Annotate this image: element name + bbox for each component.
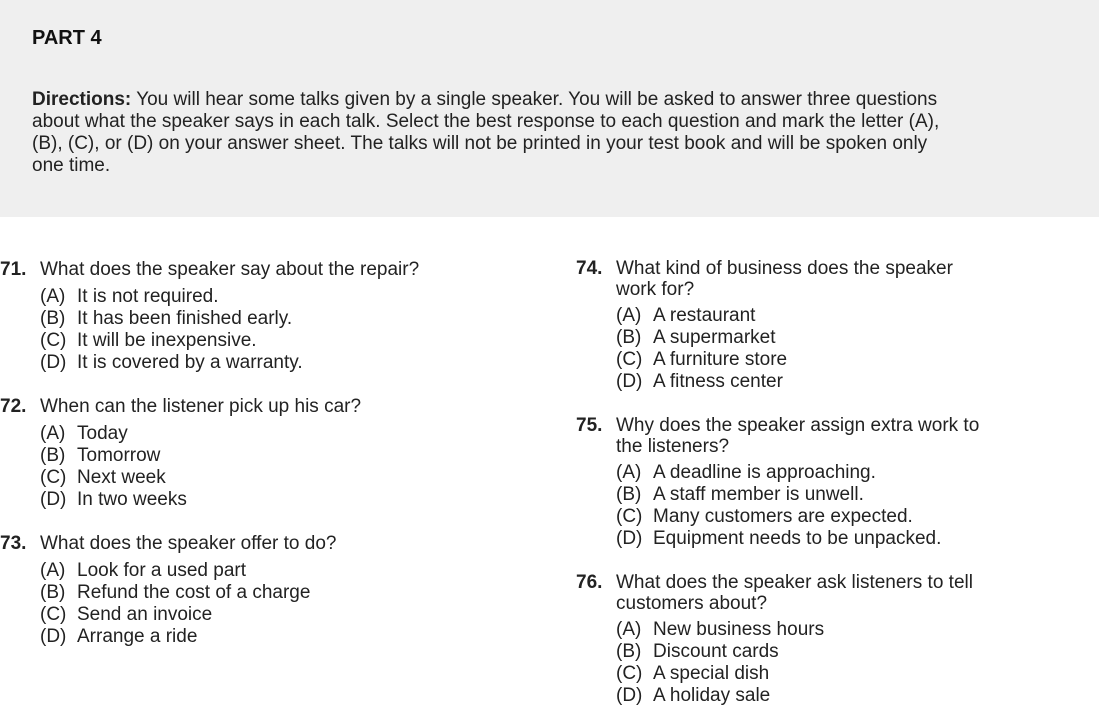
option-letter: (B) — [40, 308, 66, 329]
answer-option — [40, 330, 303, 352]
option-text: Tomorrow — [77, 445, 161, 466]
directions-paragraph — [32, 89, 962, 177]
option-letter: (B) — [40, 582, 66, 603]
option-letter: (C) — [616, 663, 643, 684]
option-letter: (A) — [40, 423, 66, 444]
option-letter: (D) — [616, 528, 643, 549]
directions-label: Directions: — [32, 89, 132, 110]
option-letter: (C) — [40, 467, 67, 488]
question-stem — [616, 572, 973, 614]
answer-options — [40, 423, 187, 511]
option-letter: (C) — [40, 330, 67, 351]
option-text: A furniture store — [653, 349, 788, 370]
option-letter: (B) — [616, 327, 642, 348]
answer-option — [40, 467, 187, 489]
option-text: Arrange a ride — [77, 626, 198, 647]
answer-option — [40, 286, 303, 308]
question-number: 75. — [576, 415, 603, 436]
answer-option — [40, 604, 310, 626]
question-stem-line: When can the listener pick up his car? — [40, 396, 362, 417]
answer-option — [40, 423, 187, 445]
question-number: 71. — [0, 259, 27, 280]
answer-option — [40, 308, 303, 330]
option-letter: (A) — [616, 462, 642, 483]
answer-options — [40, 560, 310, 648]
option-letter: (A) — [40, 286, 66, 307]
option-letter: (A) — [616, 305, 642, 326]
answer-option — [40, 445, 187, 467]
question-stem-line: What does the speaker say about the repair? — [40, 259, 420, 280]
option-letter: (A) — [40, 560, 66, 581]
answer-option — [40, 626, 310, 648]
directions-header — [0, 0, 1099, 217]
option-text: Look for a used part — [77, 560, 246, 581]
option-letter: (B) — [616, 484, 642, 505]
question-stem — [40, 259, 419, 280]
option-text: A deadline is approaching. — [653, 462, 876, 483]
option-text: It is not required. — [77, 286, 219, 307]
option-text: It is covered by a warranty. — [77, 352, 303, 373]
answer-option — [616, 371, 787, 393]
question-stem — [40, 533, 336, 554]
question-number: 74. — [576, 258, 603, 279]
option-letter: (B) — [616, 641, 642, 662]
question-stem-line: What does the speaker ask listeners to tell — [616, 572, 973, 593]
answer-option — [616, 349, 787, 371]
option-letter: (B) — [40, 445, 66, 466]
option-letter: (D) — [40, 489, 67, 510]
answer-option — [616, 327, 787, 349]
option-text: A holiday sale — [653, 685, 771, 706]
option-text: New business hours — [653, 619, 825, 640]
directions-text: You will hear some talks given by a single speaker. You will be asked to answer three questions about what the speaker says in each talk. Select the best response to each question and mark the letter (A), (B), (C), or (D) on your answer sheet. The talks will not be printed in your test book and will be spoken only one time. — [32, 89, 940, 176]
answer-option — [616, 528, 941, 550]
option-text: Send an invoice — [77, 604, 213, 625]
question-stem — [40, 396, 361, 417]
part-title: PART 4 — [32, 27, 102, 49]
answer-option — [40, 489, 187, 511]
option-text: A restaurant — [653, 305, 756, 326]
option-text: Many customers are expected. — [653, 506, 913, 527]
option-text: Next week — [77, 467, 166, 488]
question-number: 72. — [0, 396, 27, 417]
option-text: A special dish — [653, 663, 770, 684]
answer-option — [616, 663, 824, 685]
answer-option — [616, 305, 787, 327]
option-letter: (C) — [616, 349, 643, 370]
answer-option — [616, 641, 824, 663]
option-text: A supermarket — [653, 327, 776, 348]
answer-options — [40, 286, 303, 374]
option-letter: (C) — [616, 506, 643, 527]
question-stem-line: the listeners? — [616, 436, 730, 457]
answer-options — [616, 305, 787, 393]
option-text: It will be inexpensive. — [77, 330, 257, 351]
question-stem-line: work for? — [616, 279, 695, 300]
option-text: A fitness center — [653, 371, 783, 392]
option-letter: (D) — [616, 371, 643, 392]
answer-option — [616, 484, 941, 506]
question-number: 73. — [0, 533, 27, 554]
question-stem-line: customers about? — [616, 593, 768, 614]
answer-option — [616, 462, 941, 484]
option-letter: (C) — [40, 604, 67, 625]
answer-option — [40, 582, 310, 604]
option-letter: (D) — [40, 352, 67, 373]
answer-option — [40, 560, 310, 582]
question-number: 76. — [576, 572, 603, 593]
question-stem — [616, 415, 979, 457]
option-text: Today — [77, 423, 128, 444]
option-letter: (A) — [616, 619, 642, 640]
answer-option — [40, 352, 303, 374]
option-text: It has been finished early. — [77, 308, 293, 329]
option-text: Discount cards — [653, 641, 779, 662]
question-stem — [616, 258, 953, 300]
answer-options — [616, 462, 941, 550]
question-stem-line: What does the speaker offer to do? — [40, 533, 337, 554]
answer-option — [616, 619, 824, 641]
option-text: A staff member is unwell. — [653, 484, 864, 505]
question-stem-line: Why does the speaker assign extra work to — [616, 415, 980, 436]
option-letter: (D) — [616, 685, 643, 706]
answer-option — [616, 685, 824, 707]
answer-options — [616, 619, 824, 707]
option-text: Equipment needs to be unpacked. — [653, 528, 942, 549]
option-letter: (D) — [40, 626, 67, 647]
option-text: Refund the cost of a charge — [77, 582, 311, 603]
question-stem-line: What kind of business does the speaker — [616, 258, 953, 279]
option-text: In two weeks — [77, 489, 187, 510]
answer-option — [616, 506, 941, 528]
